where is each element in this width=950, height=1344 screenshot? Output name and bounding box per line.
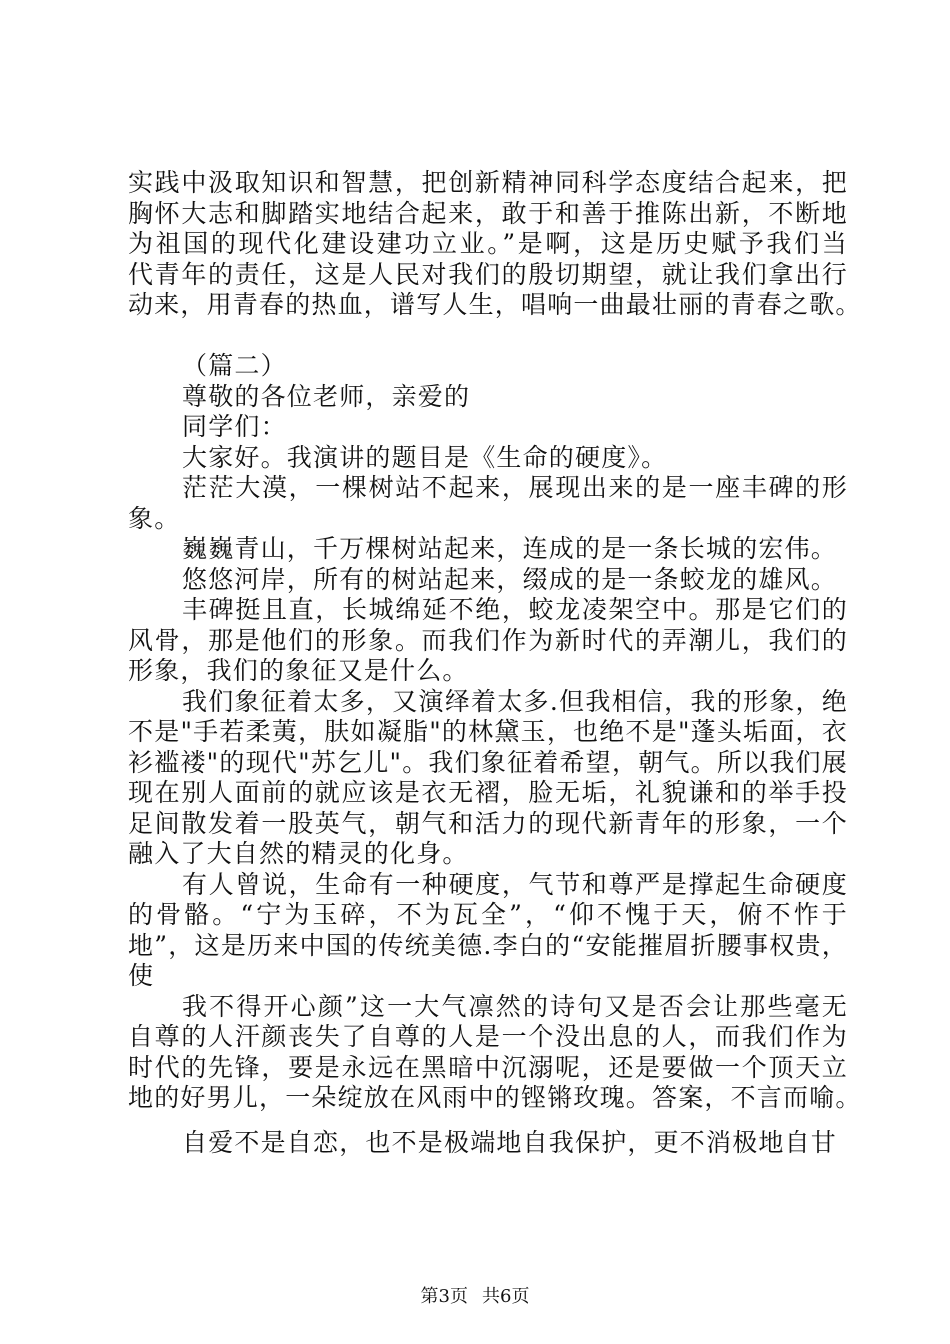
text-line: 衫褴褛"的现代"苏乞儿"。我们象征着希望，朝气。所以我们展: [128, 747, 848, 777]
page-total: 共6页: [482, 1286, 530, 1307]
text-line: 使: [128, 961, 155, 990]
text-line: 有人曾说，生命有一种硬度，气节和尊严是撑起生命硬度: [182, 869, 848, 899]
text-line: 自尊的人汗颜丧失了自尊的人是一个没出息的人，而我们作为: [128, 1022, 848, 1051]
text-line: 自爱不是自恋，也不是极端地自我保护，更不消极地自甘: [182, 1127, 838, 1157]
text-line: 胸怀大志和脚踏实地结合起来，敢于和善于推陈出新，不断地: [128, 198, 848, 228]
text-line: 为祖国的现代化建设建功立业。”是啊，这是历史赋予我们当: [128, 229, 848, 258]
text-line: 地的好男儿，一朵绽放在风雨中的铿锵玫瑰。答案，不言而喻。: [128, 1083, 862, 1112]
text-line: 时代的先锋，要是永远在黑暗中沉溺呢，还是要做一个顶天立: [128, 1052, 848, 1082]
paragraph-gap: [128, 321, 848, 352]
text-line: 代青年的责任，这是人民对我们的殷切期望，就让我们拿出行: [128, 259, 848, 289]
document-body: [128, 168, 862, 1158]
text-line: 我不得开心颜”这一大气凛然的诗句又是否会让那些毫无: [182, 991, 848, 1021]
greeting: 大家好。我演讲的题目是《生命的硬度》。: [182, 442, 668, 472]
text-line: 巍巍青山，千万棵树站起来，连成的是一条长城的宏伟。: [182, 534, 838, 563]
page-footer: [0, 1282, 950, 1308]
salutation: 同学们：: [182, 412, 287, 441]
text-line: 象。: [128, 503, 181, 533]
text-line: 茫茫大漠，一棵树站不起来，展现出来的是一座丰碑的形: [182, 473, 848, 502]
salutation: 尊敬的各位老师，亲爱的: [182, 381, 471, 411]
text-line: 地”，这是历来中国的传统美德.李白的“安能摧眉折腰事权贵，: [128, 930, 848, 960]
text-line: 的骨骼。“宁为玉碎，不为瓦全”，“仰不愧于天，俯不怍于: [128, 900, 848, 929]
text-line: 动来，用青春的热血，谱写人生，唱响一曲最壮丽的青春之歌。: [128, 290, 862, 319]
text-line: 形象，我们的象征又是什么。: [128, 656, 469, 685]
text-line: 实践中汲取知识和智慧，把创新精神同科学态度结合起来，把: [128, 168, 848, 197]
text-line: 融入了大自然的精灵的化身。: [128, 839, 469, 868]
text-line: 现在别人面前的就应该是衣无褶，脸无垢，礼貌谦和的举手投: [128, 778, 848, 807]
section-title: （篇二）: [182, 351, 287, 380]
text-line: 我们象征着太多，又演绎着太多.但我相信，我的形象，绝: [182, 686, 848, 716]
text-line: 不是"手若柔荑，肤如凝脂"的林黛玉，也绝不是"蓬头垢面，衣: [128, 717, 848, 746]
text-line: 悠悠河岸，所有的树站起来，缀成的是一条蛟龙的雄风。: [182, 564, 838, 594]
text-line: 风骨，那是他们的形象。而我们作为新时代的弄潮儿，我们的: [128, 625, 848, 655]
text-line: 丰碑挺且直，长城绵延不绝，蛟龙凌架空中。那是它们的: [182, 595, 848, 624]
paragraph-gap: [128, 1114, 848, 1128]
text-line: 足间散发着一股英气，朝气和活力的现代新青年的形象，一个: [128, 808, 848, 838]
page-number: 第3页: [420, 1286, 468, 1307]
